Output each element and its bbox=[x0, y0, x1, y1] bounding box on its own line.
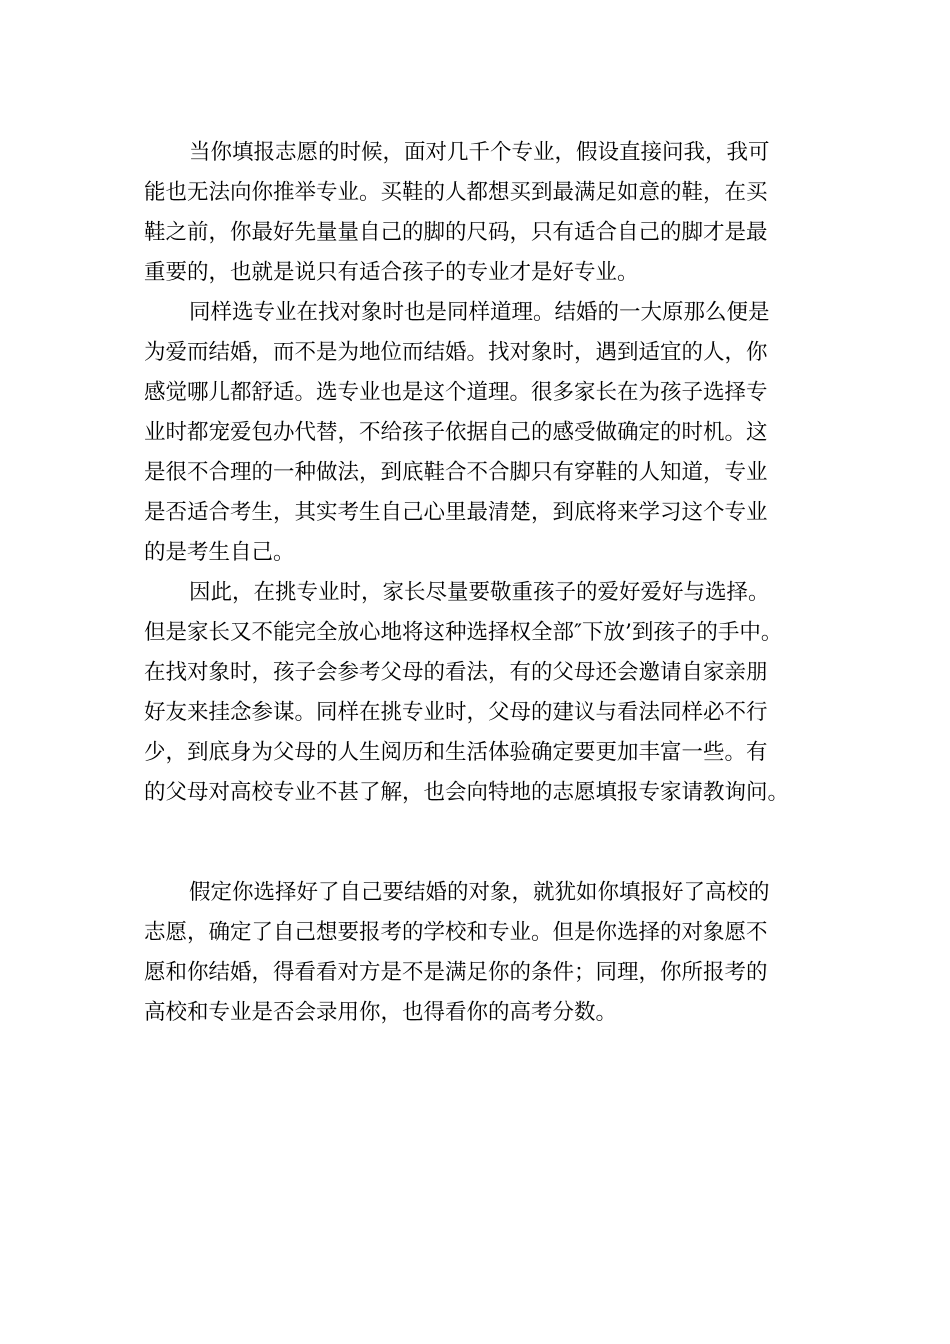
paragraph-line: 的是考生自己。 bbox=[144, 540, 295, 565]
paragraph-2 bbox=[144, 293, 812, 573]
paragraph-line: 为爱而结婚，而不是为地位而结婚。找对象时，遇到适宜的人，你 bbox=[144, 340, 768, 365]
paragraph-line: 好友来挂念参谋。同样在挑专业时，父母的建议与看法同样必不行 bbox=[144, 700, 768, 725]
paragraph-line: 的父母对高校专业不甚了解，也会向特地的志愿填报专家请教询问。 bbox=[144, 780, 790, 805]
paragraph-line: 少，到底身为父母的人生阅历和生活体验确定要更加丰富一些。有 bbox=[144, 740, 768, 765]
paragraph-line: 在找对象时，孩子会参考父母的看法，有的父母还会邀请自家亲朋 bbox=[144, 660, 768, 685]
paragraph-line: 当你填报志愿的时候，面对几千个专业，假设直接问我，我可 bbox=[189, 140, 770, 165]
paragraph-line: 是否适合考生，其实考生自己心里最清楚，到底将来学习这个专业 bbox=[144, 500, 768, 525]
paragraph-gap bbox=[144, 813, 812, 873]
paragraph-line: 但是家长又不能完全放心地将这种选择权全部″下放’到孩子的手中。 bbox=[144, 620, 783, 645]
paragraph-line: 业时都宠爱包办代替，不给孩子依据自己的感受做确定的时机。这 bbox=[144, 420, 768, 445]
paragraph-line: 鞋之前，你最好先量量自己的脚的尺码，只有适合自己的脚才是最 bbox=[144, 220, 768, 245]
paragraph-line: 感觉哪儿都舒适。选专业也是这个道理。很多家长在为孩子选择专 bbox=[144, 380, 768, 405]
paragraph-line: 志愿，确定了自己想要报考的学校和专业。但是你选择的对象愿不 bbox=[144, 920, 768, 945]
paragraph-3 bbox=[144, 573, 812, 813]
paragraph-line: 愿和你结婚，得看看对方是不是满足你的条件；同理，你所报考的 bbox=[144, 960, 768, 985]
paragraph-line: 因此，在挑专业时，家长尽量要敬重孩子的爱好爱好与选择。 bbox=[189, 580, 770, 605]
paragraph-line: 是很不合理的一种做法，到底鞋合不合脚只有穿鞋的人知道，专业 bbox=[144, 460, 768, 485]
paragraph-line: 高校和专业是否会录用你，也得看你的高考分数。 bbox=[144, 1000, 618, 1025]
paragraph-1 bbox=[144, 133, 812, 293]
paragraph-line: 能也无法向你推举专业。买鞋的人都想买到最满足如意的鞋，在买 bbox=[144, 180, 768, 205]
paragraph-line: 假定你选择好了自己要结婚的对象，就犹如你填报好了高校的 bbox=[189, 880, 770, 905]
paragraph-4 bbox=[144, 873, 812, 1033]
paragraph-line: 重要的，也就是说只有适合孩子的专业才是好专业。 bbox=[144, 260, 639, 285]
document-body bbox=[144, 133, 812, 1033]
paragraph-line: 同样选专业在找对象时也是同样道理。结婚的一大原那么便是 bbox=[189, 300, 770, 325]
